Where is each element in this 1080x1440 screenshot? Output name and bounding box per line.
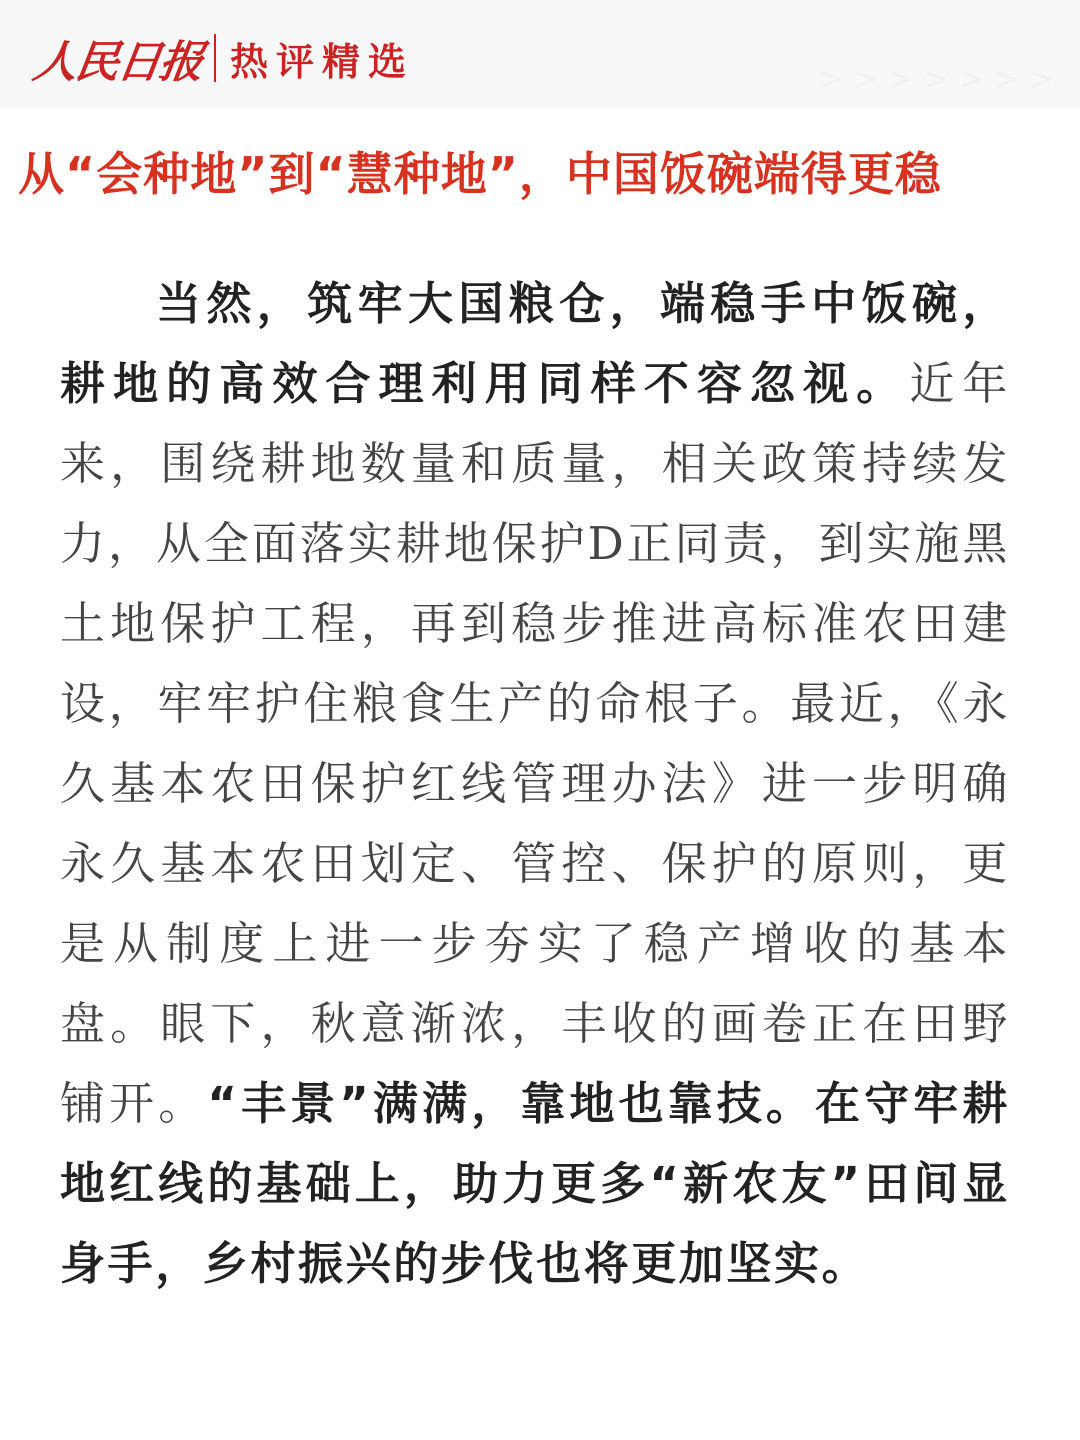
header-bar [0, 0, 1080, 108]
brand-lockup [29, 26, 415, 90]
article-headline: 从“会种地”到“慧种地”，中国饭碗端得更稳 [18, 147, 942, 201]
article-body-text: 近年来，围绕耕地数量和质量，相关政策持续发力，从全面落实耕地保护D正同责，到实施黑土地保护工程，再到稳步推进高标准农田建设，牢牢护住粮食生产的命根子。最近，《永久基本农田保护红线管理办法》进一步明确永久基本农田划定、管控、保护的原则，更是从制度上进一步夯实了稳产增收的基本盘。眼下，秋意渐浓，丰收的画卷正在田野铺开。 [60, 357, 1010, 1130]
article-closing-bold: “丰景”满满，靠地也靠技。在守牢耕地红线的基础上，助力更多“新农友”田间显身手，乡村振兴的步伐也将更加坚实。 [60, 1077, 1010, 1290]
brand-divider [214, 34, 216, 82]
chevrons-decoration-icon: >>>>>>> [818, 62, 1064, 97]
peoples-daily-logo: 人民日报 [29, 37, 205, 88]
article-lead-bold: 当然，筑牢大国粮仓，端稳手中饭碗，耕地的高效合理利用同样不容忽视。 [60, 277, 1010, 410]
article-body [60, 264, 1010, 1304]
section-label: 热评精选 [230, 39, 415, 84]
